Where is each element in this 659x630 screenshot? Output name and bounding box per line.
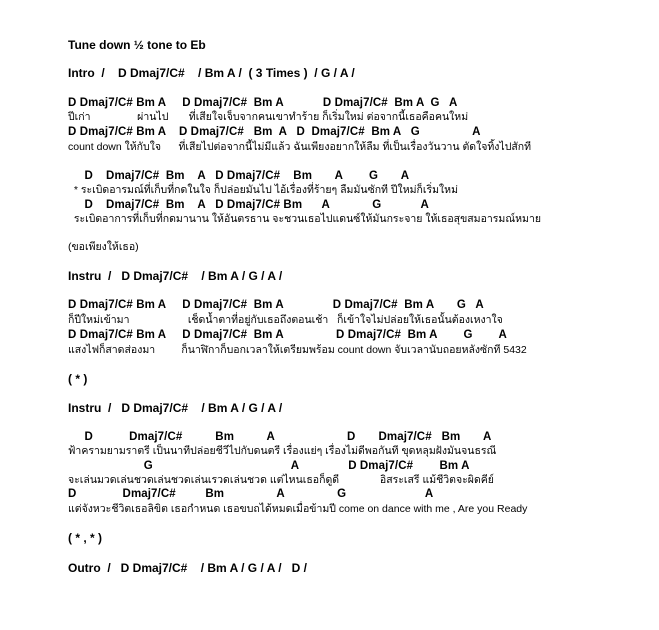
verse2-lyrics-2: แสงไฟก็สาดส่องมา ก็นาฬิกาก็บอกเวลาให้เตรียมพร้อม count down จับเวลานับถอยหลังซักที 5432: [68, 344, 527, 356]
verse1-chords-2: D Dmaj7/C# Bm A D Dmaj7/C# Bm A D Dmaj7/C# Bm A G A: [68, 126, 481, 138]
outro-line: Outro / D Dmaj7/C# / Bm A / G / A / D /: [68, 561, 307, 575]
instru-line-1: Instru / D Dmaj7/C# / Bm A / G / A /: [68, 269, 283, 283]
tuning-note: Tune down ½ tone to Eb: [68, 38, 206, 52]
verse2-chords-2: D Dmaj7/C# Bm A D Dmaj7/C# Bm A D Dmaj7/C# Bm A G A: [68, 329, 507, 341]
instru-line-2: Instru / D Dmaj7/C# / Bm A / G / A /: [68, 401, 283, 415]
chorus-lyrics-2: ระเบิดอาการที่เก็บที่กดมานาน ให้อันตรธาน จะชวนเธอไปแดนซ์ให้มันกระจาย ให้เธอสุขสมอารมณ์หมาย: [68, 213, 541, 225]
intro-line: Intro / D Dmaj7/C# / Bm A / ( 3 Times ) / G / A /: [68, 66, 355, 80]
chorus-chords-1: D Dmaj7/C# Bm A D Dmaj7/C# Bm A G A: [68, 170, 410, 182]
bridge-lyrics-3: แต่จังหวะชีวิตเธอลิขิต เธอกำหนด เธอขบถได้หมดเมื่อข้ามปี come on dance with me , Are you Ready: [68, 503, 528, 515]
bridge-chords-2: G A D Dmaj7/C# Bm A: [68, 460, 470, 472]
verse2-lyrics-1: ก็ปีใหม่เข้ามา เช็ดน้ำตาที่อยู่กับเธอถึงตอนเช้า ก็เข้าใจไม่ปล่อยให้เธอนั้นต้องเหงาใจ: [68, 314, 503, 326]
chorus-reference-2: ( * , * ): [68, 531, 103, 545]
chorus-chords-2: D Dmaj7/C# Bm A D Dmaj7/C# Bm A G A: [68, 199, 429, 211]
verse1-lyrics-1: ปีเก่า ผ่านไป ที่เสียใจเจ็บจากคนเขาทำร้าย ก็เริ่มใหม่ ต่อจากนี้เธอคือคนใหม่: [68, 111, 469, 123]
bridge-lyrics-1: ฟ้าครามยามราตรี เป็นนาทีปล่อยชีวีไปกับดนตรี เรื่องแย่ๆ เรื่องไม่ดีพอกันที ขุดหลุมฝังมันจนธรณี: [68, 445, 497, 457]
bridge-chords-1: D Dmaj7/C# Bm A D Dmaj7/C# Bm A: [68, 431, 492, 443]
bridge-lyrics-2: จะเล่นมวดเล่นชวดเล่นชวดเล่นเรวดเล่นชวด แต่ไหนเธอก็ดูดี อิสระเสรี แม้ชีวิตจะผิดคีย์: [68, 474, 494, 486]
chorus-reference-1: ( * ): [68, 372, 88, 386]
verse2-chords-1: D Dmaj7/C# Bm A D Dmaj7/C# Bm A D Dmaj7/C# Bm A G A: [68, 299, 484, 311]
chorus-lyrics-1: * ระเบิดอารมณ์ที่เก็บที่กดในใจ ก็ปล่อยมันไป ไอ้เรื่องที่ร้ายๆ ลืมมันซักที ปีใหม่ก็เริ่มใหม่: [68, 184, 459, 196]
interlude-note: (ขอเพียงให้เธอ): [68, 241, 139, 253]
verse1-chords-1: D Dmaj7/C# Bm A D Dmaj7/C# Bm A D Dmaj7/C# Bm A G A: [68, 97, 458, 109]
verse1-lyrics-2: count down ให้กับใจ ที่เสียไปต่อจากนี้ไม่มีแล้ว ฉันเพียงอยากให้ลืม ที่เป็นเรื่องวันวาน ตัดใจทิ้งไปสักที: [68, 141, 532, 153]
bridge-chords-3: D Dmaj7/C# Bm A G A: [68, 488, 434, 500]
